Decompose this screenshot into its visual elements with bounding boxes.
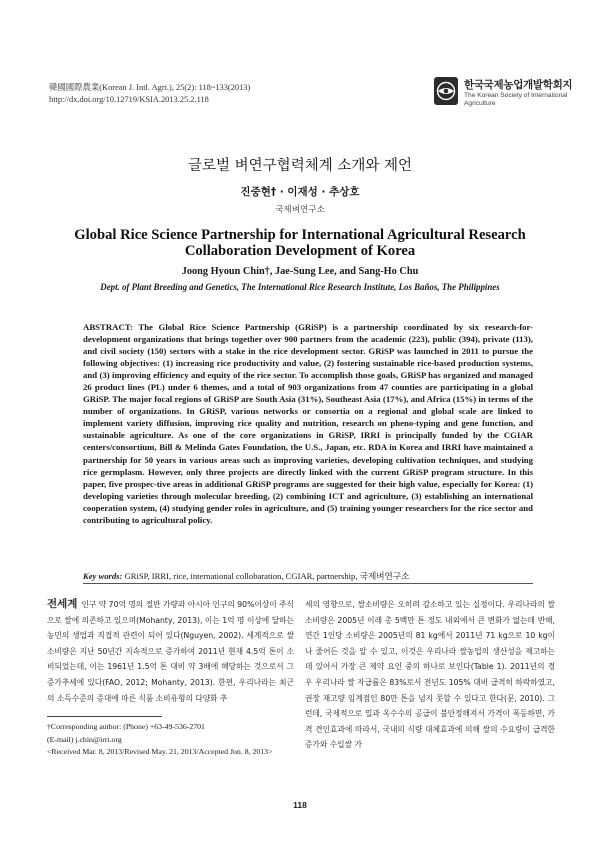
society-name-ko: 한국국제농업개발학회지 (464, 79, 573, 91)
corresponding-author-note: †Corresponding author: (Phone) +63-49-536-2701 (47, 722, 205, 731)
society-emblem-icon (433, 76, 459, 106)
authors-english: Joong Hyoun Chin†, Jae-Sung Lee, and Sang-Ho Chu (181, 266, 419, 277)
intro-text-right: 세의 영향으로, 쌀소비량은 오히려 감소하고 있는 실정이다. 우리나라의 쌀소비량은 2005년 이래 총 5백만 톤 정도 내외에서 큰 변화가 없는데 반해, 연간 1인당 소비량은 2005년의 81 kg에서 2011년 71 kg으로 10 kg이나 줄어든 것을 알 수 있고, 이것은 우리나라 쌀농업의 생산성을 제고하는 데 있어서 가장 큰 제약 요인 중의 하나로 보인다(Table 1). 2011년의 경우 우리나라 쌀 자급률은 83%로서 전년도 105% 대비 급격히 하락하였고, 권장 재고량 임계점인 80만 톤을 넘지 못할 수 있다고 한다(문, 2010). 그런데, 국제적으로 밀과 옥수수의 공급이 불안정해져서 가격이 폭등하면, 가격 견인효과에 따라서, 국내의 식량 대체효과에 의해 쌀의 수요량이 급격한 증가와 수입쌀 가 (305, 600, 555, 750)
page-number: 118 (293, 800, 307, 810)
society-logo (433, 76, 573, 110)
footnote-divider (47, 716, 162, 717)
body-column-left (47, 597, 294, 705)
affiliation-korean: 국제벼연구소 (275, 205, 325, 215)
doi-link[interactable]: http://dx.doi.org/10.12719/KSIA.2013.25.2.118 (49, 95, 209, 104)
abstract: ABSTRACT: The Global Rice Science Partnership (GRiSP) is a partnership coordinated by six research-for-development organizations that brings together over 900 partners from the academic (223), public (394), private (113), and civil society (150) sectors with a stake in the rice development sector. GRiSP was launched in 2011 to pursue the following objectives: (1) increasing rice productivity and value, (2) fostering sustainable rice-based production systems, and (3) improving efficiency and equity of the rice sector. To accomplish those goals, GRiSP has organized and managed 26 product lines (PL) under 6 themes, and a total of 903 organizations from 47 counties are participating in a global GRiSP. The major focal regions of GRiSP are South Asia (31%), Southeast Asia (17%), and Africa (15%) in terms of the number of organizations. In GRiSP, various networks or consortia on a regional and global scale are linked to implement variety diffusion, improving rice quality and nutrition, research on pheno-typing and gene function, and sustainable agriculture. As one of the core organizations in GRiSP, IRRI is principally funded by the CGIAR centers/consortium, Bill & Melinda Gates Foundation, the U.S., Japan, etc. RDA in Korea and IRRI have maintained a partnership for 50 years in various areas such as improving varieties, developing cultivation techniques, and studying rice germplasm. However, only three projects are directly linked with the current GRiSP program structure. In this paper, five prospec-tive areas in additional GRiSP programs are suggested for their high value, especially for Korea: (1) developing varieties through molecular breeding, (2) combining ICT and agriculture, (3) establishing an international cooperation system, (4) studying gender roles in agriculture, and (5) training younger researchers for the rice sector and contributing to agricultural policy. (83, 322, 533, 525)
email-note: (E-mail) j.chin@irri.org (47, 734, 122, 744)
keywords-line (83, 570, 553, 582)
journal-citation: 韓國國際農業(Korean J. Intl. Agri.), 25(2): 118~133(2013) (49, 83, 251, 92)
society-name-en: The Korean Society of International Agriculture (464, 92, 568, 107)
intro-heading: 전세계 (47, 598, 78, 610)
journal-header (49, 82, 250, 106)
footnotes (47, 721, 297, 759)
received-dates-note: <Received Mar. 8, 2013/Revised May. 21, 2013/Accepted Jun. 8, 2013> (47, 747, 273, 756)
authors-korean: 진중현† · 이재성 · 추상호 (240, 186, 360, 198)
title-korean: 글로벌 벼연구협력체계 소개와 제언 (188, 158, 412, 174)
affiliation-english: Dept. of Plant Breeding and Genetics, The International Rice Research Institute, Los Baños, The Philippines (100, 282, 500, 292)
keywords-label: Key words: (83, 571, 123, 581)
keywords-divider (83, 583, 533, 584)
title-english: Global Rice Science Partnership for International Agricultural Research Collaboration Development of Korea (74, 227, 526, 259)
intro-text-left: 인구 약 70억 명의 절반 가량과 아시아 인구의 90%이상이 주식으로 쌀에 의존하고 있으며(Mohanty, 2013), 이는 1억 명 이상에 달하는 농민의 생업과 직접적 관련이 되어 있다(Nguyen, 2002). 세계적으로 쌀소비량은 지난 50년간 지속적으로 증가하여 2011년 현재 4.5억 톤이 소비되었는데, 이는 1961년 1.5억 톤 대비 약 3배에 해당하는 것으로서 그 증가추세에 있다(FAO, 2012; Mohanty, 2013). 한편, 우리나라는 최근의 소득수준의 증대에 따른 식품 소비유형의 다양화 추 (47, 600, 294, 703)
keywords-text: GRiSP, IRRI, rice, international collobaration, CGIAR, partnership, 국제벼연구소 (124, 571, 410, 581)
